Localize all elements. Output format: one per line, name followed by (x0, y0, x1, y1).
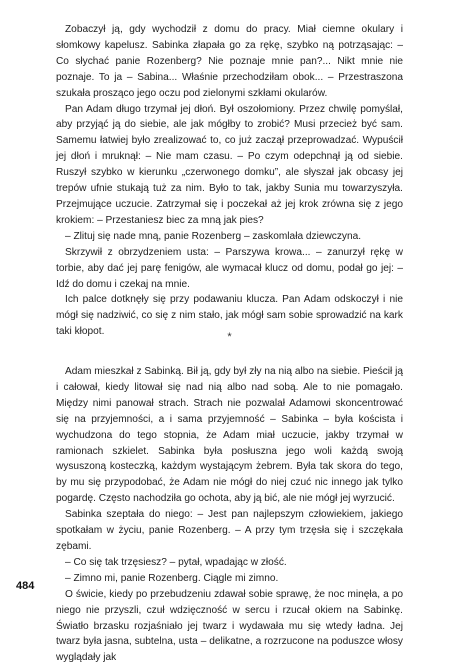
paragraph: Ich palce dotknęły się przy podawaniu klucza. Pan Adam odskoczył i nie mógł się nadziwić, co się z nim stało, jak mógł sam sobie sprowadzić na kark taki kłopot. (56, 294, 403, 338)
paragraph: Zobaczył ją, gdy wychodził z domu do pracy. Miał ciemne okulary i słomkowy kapelusz. Sabinka złapała go za rękę, szybko ną potrząsając: – Co słychać panie Rozenberg? Nie poznaje mnie pan?... Nikt mnie nie poznaje. To ja – Sabina... Właśnie przechodziłam obok... – Przestraszona szukała prosząco jego oczu pod zielonymi szkłami okularów. (56, 24, 403, 99)
paragraph: O świcie, kiedy po przebudzeniu zdawał sobie sprawę, że noc minęła, a po niego nie przyszli, czuł wdzięczność w sercu i rzucał okiem na Sabinkę. Światło brzasku rozjaśniało jej twarz i wydawała mu się wtedy ładna. Jej twarz była jasna, subtelna, usta – delikatne, a rozrzucone na poduszce włosy wyglądały jak (56, 588, 403, 664)
paragraph: Skrzywił z obrzydzeniem usta: – Parszywa krowa... – zanurzył rękę w torbie, aby dać jej parę fenigów, ale wymacał klucz od domu, podał go jej: – Idź do domu i czekaj na mnie. (56, 246, 403, 290)
paragraph: Sabinka szeptała do niego: – Jest pan najlepszym człowiekiem, jakiego spotkałam w życiu, panie Rozenberg. – A przy tym trzęsła się i szczękała zębami. (56, 509, 403, 552)
section-separator: * (227, 331, 232, 343)
paragraph: Pan Adam długo trzymał jej dłoń. Był oszołomiony. Przez chwilę pomyślał, aby przyjąć ją do siebie, ale jak mógłby to zrobić? Musi przecież być sam. Samemu łatwiej było zrealizować to, co już zaczął przeprowadzać. Wypuścił jej dłoń i mruknął: – Nie mam czasu. – Po czym odepchnął ją od siebie. Ruszył szybko w kierunku „czerwonego domku”, ale słyszał jak obcasy jej trepów ufnie stukają tuż za nim. Było to tak, jakby Sunia mu towarzyszyła. Przejmujące uczucie. Zatrzymał się i poczekał aż jej krok zrówna się z jego krokiem: – Przestaniesz biec za mną jak pies? (56, 103, 403, 226)
text-section-1 (56, 22, 403, 340)
paragraph: – Co się tak trzęsiesz? – pytał, wpadając w złość. (65, 556, 287, 568)
paragraph: – Zlituj się nade mną, panie Rozenberg – zaskomlała dziewczyna. (65, 230, 362, 242)
paragraph: – Zimno mi, panie Rozenberg. Ciągle mi zimno. (65, 572, 279, 584)
text-section-2 (56, 364, 403, 666)
paragraph: Adam mieszkał z Sabinką. Bił ją, gdy był zły na nią albo na siebie. Pieścił ją i całował, kiedy litował się nad nią albo nad sobą. Ale to nie pomagało. Między nimi panował strach. Strach nie pozwalał Adamowi skoncentrować się na przyjemności, a i sama przyjemność – Sabinka – była koścista i wychudzona do tego stopnia, że Adam miał uczucie, jakby trzymał w ramionach szkielet. Sabinka była posłuszna jego woli każdą swoją wysuszoną kosteczką, każdym wystającym żebrem. Była tak skora do tego, by mu się przypodobać, że Adam nie mógł do niej czuć nic innego jak tylko pogardę. Często nachodziła go ochota, aby ją bić, ale nie mógł jej wyrzucić. (56, 366, 403, 505)
page-number: 484 (16, 580, 35, 592)
